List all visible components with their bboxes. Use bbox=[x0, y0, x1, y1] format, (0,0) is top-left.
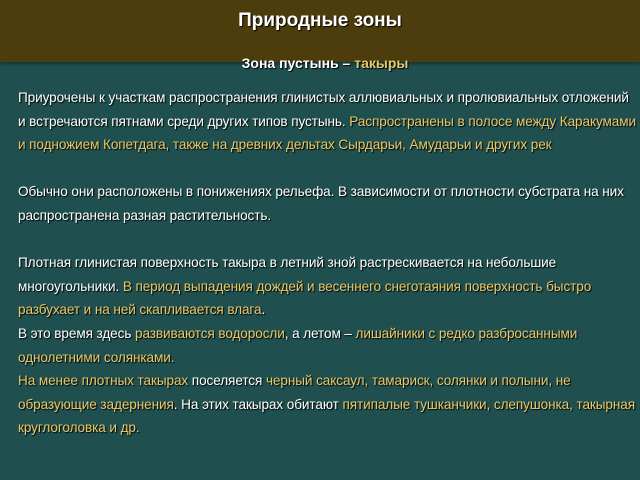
paragraph-4 bbox=[18, 322, 636, 369]
p1-highlight: Распространены в полосе между Каракумами и подножием Копетдага, также на древних дельтах Сырдарьи, Амударьи и других рек bbox=[18, 113, 636, 153]
spacer bbox=[18, 228, 636, 252]
p3-highlight: В период выпадения дождей и весеннего снеготаяния поверхность быстро разбухает и на ней скапливается влага bbox=[18, 278, 592, 318]
p5-highlight-1: На менее плотных такырах bbox=[18, 373, 189, 389]
slide-title: Природные зоны bbox=[238, 10, 402, 31]
p4-text-2: , а летом – bbox=[284, 325, 356, 341]
paragraph-2: Обычно они расположены в понижениях рельефа. В зависимости от плотности субстрата на них распространена разная растительность. bbox=[18, 184, 624, 223]
p1-text: Приурочены к участкам распространения глинистых аллювиальных и пролювиальных отложений и встречаются пятнами среди других типов пустынь. bbox=[18, 90, 629, 129]
p4-highlight-1: развиваются водоросли bbox=[135, 325, 285, 341]
title-bar bbox=[0, 0, 640, 62]
slide-body bbox=[18, 86, 636, 440]
subtitle-prefix: Зона пустынь – bbox=[241, 55, 355, 71]
p4-text-1: В это время здесь bbox=[18, 325, 135, 341]
paragraph-1 bbox=[18, 86, 636, 157]
p4-highlight-2: лишайники с редко разбросанными однолетними солянками. bbox=[18, 325, 578, 365]
p3-text: Плотная глинистая поверхность такыра в летний зной растрескивается на небольшие многоугольники. bbox=[18, 255, 557, 294]
p5-text-2: . На этих такырах обитают bbox=[173, 396, 343, 412]
p3-end: . bbox=[261, 302, 266, 318]
subtitle-highlight: такыры bbox=[354, 55, 409, 71]
paragraph-3 bbox=[18, 251, 636, 322]
p5-highlight-3: пятипалые тушканчики, слепушонка, такырная круглоголовка и др. bbox=[18, 396, 636, 436]
p5-text-1: поселяется bbox=[188, 373, 266, 389]
slide-subtitle bbox=[0, 55, 640, 71]
paragraph-5 bbox=[18, 369, 636, 440]
spacer bbox=[18, 157, 636, 181]
p5-highlight-2: черный саксаул, тамариск, солянки и полыни, не образующие задернения bbox=[18, 373, 571, 412]
